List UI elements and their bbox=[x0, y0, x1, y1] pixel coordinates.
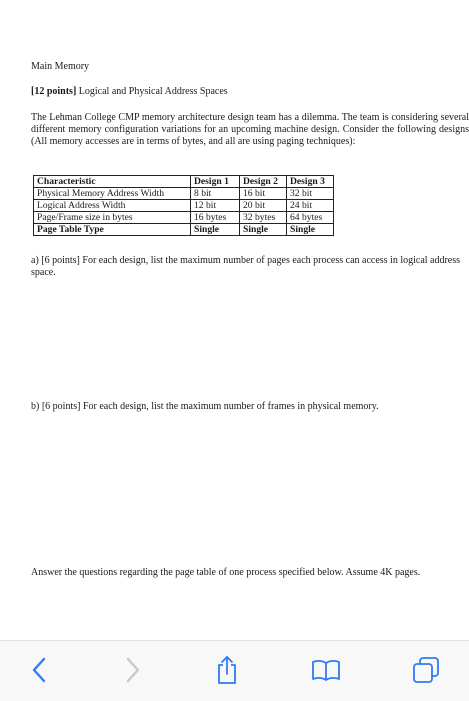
table-cell: 32 bit bbox=[287, 188, 334, 200]
table-header-cell: Design 2 bbox=[240, 176, 287, 188]
table-row bbox=[34, 212, 334, 224]
intro-paragraph: The Lehman College CMP memory architecture design team has a dilemma. The team is considering several different memory configuration variations for an upcoming machine design. Consider the following designs (All memory accesses are in terms of bytes, and all are using paging techniques): bbox=[31, 112, 469, 148]
table-cell: Page Table Type bbox=[34, 224, 191, 236]
share-button[interactable] bbox=[212, 655, 242, 685]
table-row bbox=[34, 200, 334, 212]
table-header-cell: Design 1 bbox=[191, 176, 240, 188]
table-cell: 16 bytes bbox=[191, 212, 240, 224]
table-cell: 24 bit bbox=[287, 200, 334, 212]
table-cell: 64 bytes bbox=[287, 212, 334, 224]
table-header-cell: Characteristic bbox=[34, 176, 191, 188]
share-icon bbox=[215, 655, 239, 685]
table-cell: 16 bit bbox=[240, 188, 287, 200]
back-button[interactable] bbox=[24, 655, 54, 685]
bookmarks-icon bbox=[311, 658, 341, 682]
table-cell: 32 bytes bbox=[240, 212, 287, 224]
section-title: Main Memory bbox=[31, 61, 90, 72]
question-c: Answer the questions regarding the page table of one process specified below. Assume 4K pages. bbox=[31, 567, 421, 578]
table-cell: Logical Address Width bbox=[34, 200, 191, 212]
forward-button[interactable] bbox=[118, 655, 148, 685]
table-row bbox=[34, 224, 334, 236]
table-cell: Page/Frame size in bytes bbox=[34, 212, 191, 224]
table-cell: 20 bit bbox=[240, 200, 287, 212]
question-a: a) [6 points] For each design, list the maximum number of pages each process can access in logical address space. bbox=[31, 255, 461, 279]
table-cell: 8 bit bbox=[191, 188, 240, 200]
problem-title: Logical and Physical Address Spaces bbox=[76, 86, 228, 97]
forward-icon bbox=[125, 657, 141, 683]
question-b: b) [6 points] For each design, list the maximum number of frames in physical memory. bbox=[31, 401, 379, 412]
table-cell: 12 bit bbox=[191, 200, 240, 212]
table-cell: Single bbox=[287, 224, 334, 236]
tabs-button[interactable] bbox=[411, 655, 441, 685]
tabs-icon bbox=[412, 656, 440, 684]
table-row bbox=[34, 188, 334, 200]
table-header-row bbox=[34, 176, 334, 188]
problem-heading bbox=[31, 86, 228, 97]
table-cell: Single bbox=[240, 224, 287, 236]
back-icon bbox=[31, 657, 47, 683]
table-cell: Physical Memory Address Width bbox=[34, 188, 191, 200]
table-header-cell: Design 3 bbox=[287, 176, 334, 188]
browser-toolbar bbox=[0, 640, 469, 701]
design-table bbox=[33, 175, 334, 236]
problem-points: [12 points] bbox=[31, 86, 77, 97]
bookmarks-button[interactable] bbox=[311, 655, 341, 685]
table-cell: Single bbox=[191, 224, 240, 236]
